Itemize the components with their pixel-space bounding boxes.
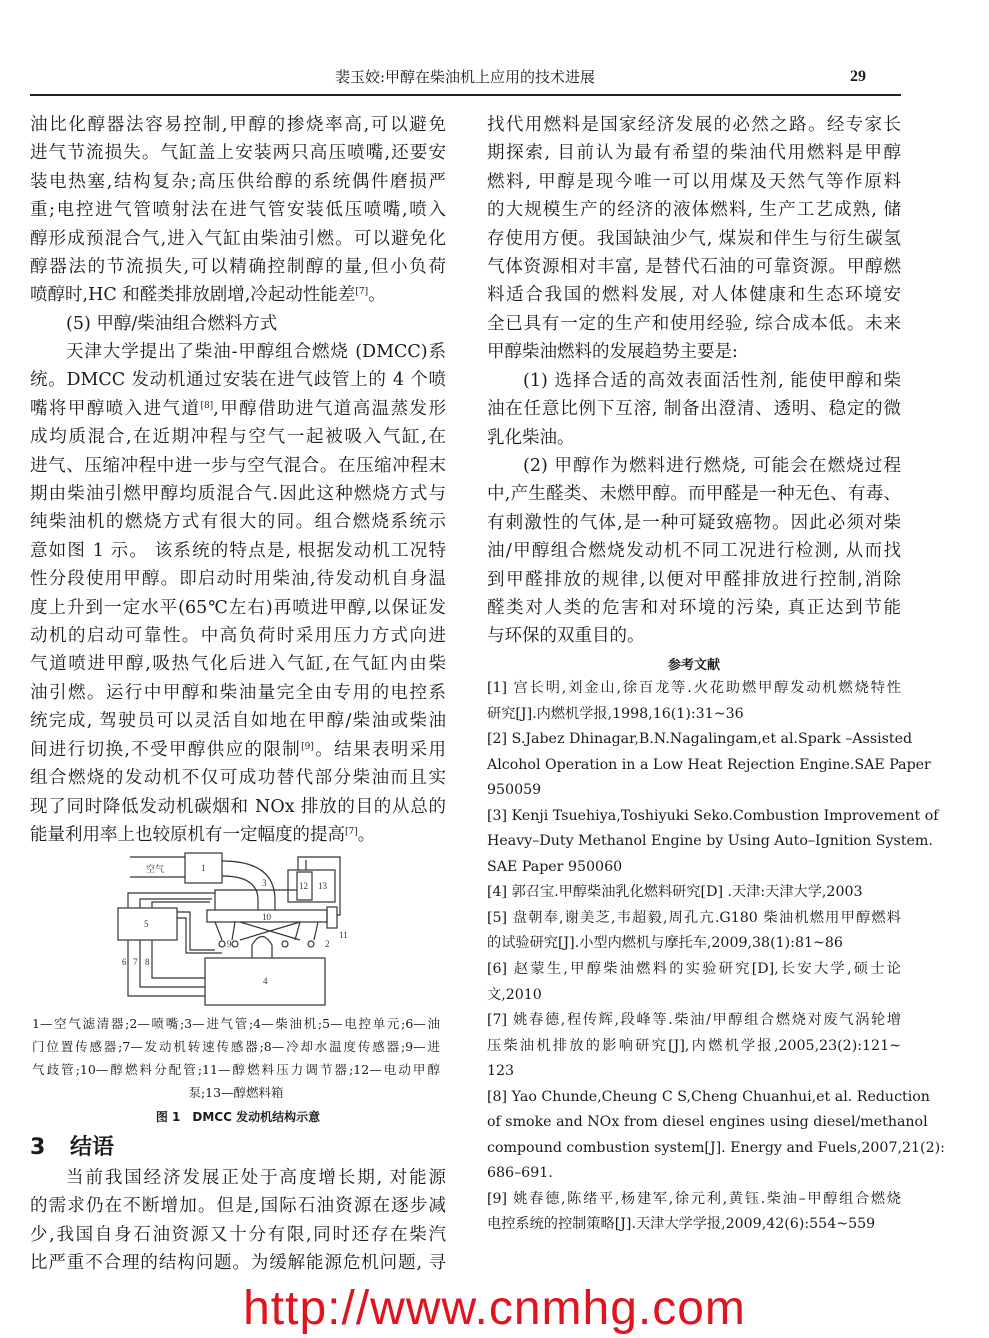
text-line: 装电热塞,结构复杂;高压供给醇的系统偶件磨损严: [30, 171, 446, 192]
text-line: [6] 赵蒙生,甲醇柴油燃料的实验研究[D],长安大学,硕士论: [487, 961, 901, 978]
references-title: 参考文献: [667, 658, 720, 673]
text-line: of smoke and NOx from diesel engines using diesel/methanol: [487, 1114, 928, 1131]
text-line: 度上升到一定水平(65℃左右)再喷进甲醇,以保证发: [30, 597, 446, 618]
section-number: 3: [30, 1135, 46, 1160]
text-line: [9] 姚春德,陈绪平,杨建军,徐元利,黄钰.柴油–甲醇组合燃烧: [487, 1190, 901, 1207]
text-run: 。: [357, 824, 376, 845]
fig-label-2: 2: [325, 939, 330, 949]
reference-item: [487, 957, 901, 1008]
text-line: 组合燃烧的发动机不仅可成功替代部分柴油而且实: [30, 768, 446, 789]
text-line: 686–691.: [487, 1165, 553, 1182]
text-line: [30, 395, 446, 423]
text-line: 现了同时降低发动机碳烟和 NOx 排放的目的从总的: [30, 796, 446, 817]
text-line: 当前我国经济发展正处于高度增长期, 对能源: [66, 1168, 446, 1188]
text-line: 期探索, 目前认为最有希望的柴油代用燃料是甲醇: [487, 143, 901, 164]
section-heading: [30, 1130, 114, 1161]
text-line: 天津大学提出了柴油-甲醇组合燃烧 (DMCC)系: [66, 342, 446, 362]
reference-item: [487, 1187, 901, 1238]
header-rule: [30, 94, 901, 96]
text-line: 泵;13—醇燃料箱: [188, 1085, 284, 1100]
text-line: 醇形成预混合气,进入气缸由柴油引燃。可以避免化: [30, 228, 446, 249]
text-line: [2] S.Jabez Dhinagar,B.N.Nagalingam,et al.Spark –Assisted: [487, 731, 913, 748]
references-list: [487, 676, 945, 1238]
text-line: 存使用方便。我国缺油少气, 煤炭和伴生与衍生碳氢: [487, 228, 901, 249]
reference-item: [487, 727, 931, 804]
text-line: 进气、压缩冲程中进一步与空气混合。在压缩冲程末: [30, 455, 446, 476]
text-run: ,甲醇借助进气道高温蒸发形: [213, 398, 446, 419]
text-line: 门位置传感器;7—发动机转速传感器;8—冷却水温度传感器;9—进: [32, 1039, 440, 1054]
text-line: (2) 甲醇作为燃料进行燃烧, 可能会在燃烧过程: [523, 456, 901, 476]
text-line: 纯柴油机的燃烧方式有很大的同。组合燃烧系统示: [30, 512, 446, 533]
fig-label-7: 7: [133, 957, 138, 967]
text-line: 动机的启动可靠性。中高负荷时采用压力方式向进: [30, 626, 446, 647]
reference-item: [487, 676, 901, 727]
text-line: 950059: [487, 782, 542, 799]
text-line: 醛类对人类的危害和对环境的污染, 真正达到节能: [487, 598, 901, 619]
text-line: 文,2010: [487, 986, 542, 1003]
text-run: 。: [368, 285, 386, 306]
text-line: 期由柴油引燃甲醇均质混合气.因此这种燃烧方式与: [30, 484, 446, 505]
reference-item: [487, 880, 901, 906]
reference-item: [487, 804, 939, 881]
reference-item: [487, 1085, 945, 1187]
reference-item: [487, 906, 901, 957]
text-line: 乳化柴油。: [487, 427, 575, 448]
text-line: 全已具有一定的生产和使用经验, 综合成本低。未来: [487, 313, 901, 334]
text-run: 。结果表明采用: [313, 739, 447, 760]
text-line: 少,我国自身石油资源又十分有限,同时还存在柴汽: [30, 1224, 446, 1245]
paragraph-trend-1: [487, 367, 901, 452]
reference-item: [487, 1008, 901, 1085]
text-line: compound combustion system[J]. Energy and Fuels,2007,21(2):: [487, 1139, 945, 1156]
text-line: (1) 选择合适的高效表面活性剂, 能使甲醇和柴: [523, 371, 901, 391]
fig-label-5: 5: [144, 919, 149, 929]
text-line: [7] 姚春德,程传辉,段峰等.柴油/甲醇组合燃烧对废气涡轮增: [487, 1012, 901, 1029]
text-line: [30, 821, 446, 849]
text-line: Alcohol Operation in a Low Heat Rejection Engine.SAE Paper: [487, 756, 931, 773]
citation-superscript: [9]: [301, 741, 314, 752]
text-line: 重;电控进气管喷射法在进气管安装低压喷嘴,喷入: [30, 200, 446, 221]
fig-label-1: 1: [201, 863, 206, 873]
fig-label-6: 6: [122, 957, 127, 967]
running-header-title: 裴玉姣:甲醇在柴油机上应用的技术进展: [334, 68, 596, 86]
text-line: 统完成, 驾驶员可以灵活自如地在甲醇/柴油或柴油: [30, 711, 446, 732]
text-line: 气歧管;10—醇燃料分配管;11—醇燃料压力调节器;12—电动甲醇: [32, 1062, 440, 1077]
intake-manifold-pipe: [222, 861, 275, 910]
text-line: [1] 宫长明,刘金山,徐百龙等.火花助燃甲醇发动机燃烧特性: [487, 680, 901, 696]
fig-label-4: 4: [263, 976, 268, 986]
text-line: 性分段使用甲醇。即启动时用柴油,待发动机自身温: [30, 569, 446, 590]
text-line: [4] 郭召宝.甲醇柴油乳化燃料研究[D] .天津:天津大学,2003: [487, 884, 863, 901]
text-line: 油在任意比例下互溶, 制备出澄清、透明、稳定的微: [487, 399, 901, 420]
text-line: 料适合我国的燃料发展, 对人体健康和生态环境安: [487, 285, 901, 306]
paragraph-trend-2: [487, 452, 901, 651]
text-line: [30, 736, 446, 764]
paragraph-injection-methods: [30, 111, 446, 310]
text-line: 燃料, 甲醇是现今唯一可以用煤及天然气等作原料: [487, 171, 901, 192]
text-line: 气道喷进甲醇,吸热气化后进入气缸,在气缸内由柴: [30, 654, 446, 675]
text-line: 压柴油机排放的影响研究[J],内燃机学报,2005,23(2):121~: [487, 1037, 901, 1054]
text-line: 比严重不合理的结构问题。为缓解能源危机问题, 寻: [30, 1253, 446, 1274]
page-number: 29: [850, 68, 866, 85]
citation-superscript: [7]: [355, 287, 369, 298]
text-run: 能量利用率上也较原机有一定幅度的提高: [30, 824, 345, 845]
text-line: 123: [487, 1063, 515, 1080]
text-line: 油引燃。运行中甲醇和柴油量完全由专用的电控系: [30, 682, 446, 703]
text-line: 进气节流损失。气缸盖上安装两只高压喷嘴,还要安: [30, 143, 446, 164]
text-line: 的试验研究[J].小型内燃机与摩托车,2009,38(1):81~86: [487, 935, 843, 952]
text-line: [8] Yao Chunde,Cheung C S,Cheng Chuanhui,et al. Reduction: [487, 1088, 930, 1105]
text-line: 甲醇柴油燃料的发展趋势主要是:: [487, 342, 738, 363]
text-line: 与环保的双重目的。: [487, 626, 645, 647]
text-line: 中,产生醛类、未燃甲醇。而甲醛是一种无色、有毒、: [487, 484, 901, 505]
fig-label-11: 11: [339, 930, 348, 940]
text-line: 的大规模生产的经济的液体燃料, 生产工艺成熟, 储: [487, 200, 901, 221]
text-line: [30, 281, 446, 309]
text-line: 气体资源相对丰富, 是替代石油的可靠资源。甲醇燃: [487, 257, 901, 278]
text-line: 成均质混合,在近期冲程与空气一起被吸入气缸,在: [30, 427, 446, 448]
figure-title: 图 1 DMCC 发动机结构示意: [155, 1110, 321, 1124]
text-line: 1—空气滤清器;2—喷嘴;3—进气管;4—柴油机;5—电控单元;6—油: [32, 1016, 440, 1031]
text-line: Heavy–Duty Methanol Engine by Using Auto–Ignition System.: [487, 833, 933, 850]
text-line: 油/甲醇组合燃烧发动机不同工况进行检测, 从而找: [487, 541, 901, 562]
text-line: 电控系统的控制策略[J].天津大学学报,2009,42(6):554~559: [487, 1216, 876, 1233]
text-line: 的需求仍在不断增加。但是,国际石油资源在逐步减: [30, 1196, 446, 1217]
text-line: 研究[J].内燃机学报,1998,16(1):31~36: [487, 705, 744, 722]
figure-legend: [32, 1012, 440, 1104]
text-run: 间进行切换,不受甲醇供应的限制: [30, 739, 302, 760]
paragraph-dmcc: [30, 338, 446, 849]
text-line: 到甲醛排放的规律,以便对甲醛排放进行控制,消除: [487, 569, 901, 590]
text-line: 醇器法的节流损失,可以精确控制醇的量,但小负荷: [30, 257, 446, 278]
pressure-regulator: [327, 907, 337, 928]
fig-label-13: 13: [318, 881, 327, 891]
fig-label-inlet: 空气: [146, 864, 165, 874]
figure-dmcc-diagram: [100, 850, 350, 1010]
citation-superscript: [7]: [345, 826, 358, 837]
text-line: 有刺激性的气体,是一种可疑致癌物。因此必须对柴: [487, 512, 901, 533]
text-line: 统。DMCC 发动机通过安装在进气歧管上的 4 个喷: [30, 370, 446, 391]
text-line: 意如图 1 示。 该系统的特点是, 根据发动机工况特: [30, 540, 446, 561]
text-run: 嘴将甲醇喷入进气道: [30, 398, 201, 419]
fig-label-3: 3: [262, 878, 267, 888]
text-line: SAE Paper 950060: [487, 858, 623, 875]
text-line: [5] 盘朝奉,谢美芝,韦超毅,周孔亢.G180 柴油机燃用甲醇燃料: [487, 909, 901, 926]
text-line: (5) 甲醇/柴油组合燃料方式: [66, 314, 278, 334]
paragraph-methanol-prospects: [487, 111, 901, 367]
section-title: 结语: [70, 1135, 115, 1160]
fig-label-8: 8: [145, 957, 150, 967]
fig-label-12: 12: [299, 881, 308, 891]
fig-label-9: 9: [227, 939, 232, 949]
citation-superscript: [8]: [200, 400, 214, 411]
fig-label-10: 10: [262, 912, 271, 922]
paragraph-conclusion: [30, 1164, 446, 1278]
text-line: 找代用燃料是国家经济发展的必然之路。经专家长: [487, 115, 901, 135]
text-line: 油比化醇器法容易控制,甲醇的掺烧率高,可以避免: [30, 115, 446, 135]
text-run: 喷醇时,HC 和醛类排放剧增,冷起动性能差: [30, 285, 356, 306]
watermark: http://www.cnmhg.com: [243, 1282, 746, 1335]
subheading-combined-fuel: [30, 310, 446, 338]
text-line: [3] Kenji Tsuehiya,Toshiyuki Seko.Combustion Improvement of: [487, 807, 939, 824]
